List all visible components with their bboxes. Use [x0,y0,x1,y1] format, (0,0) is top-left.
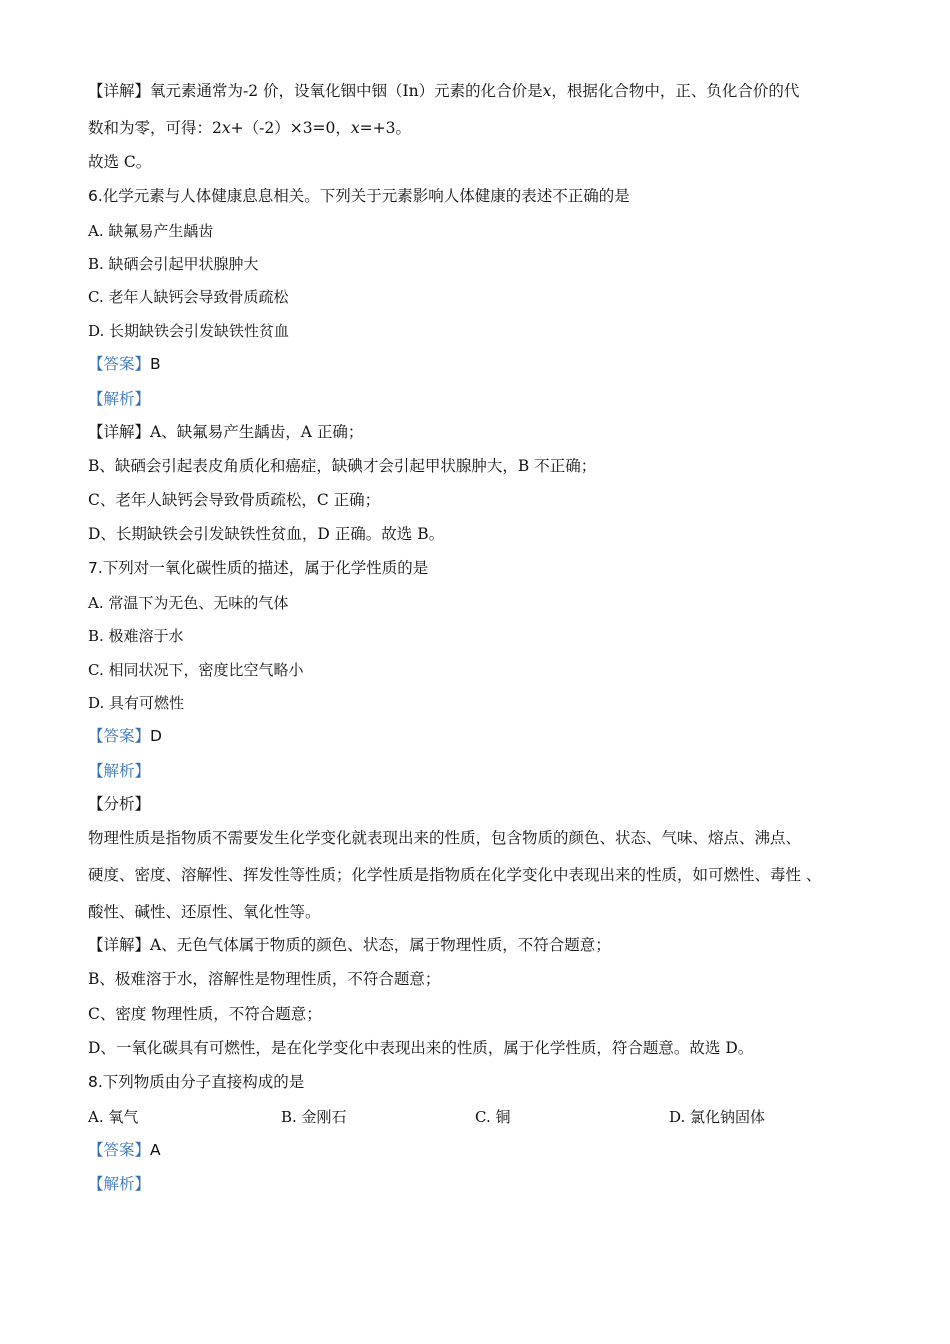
q6-detail-line: B、缺硒会引起表皮角质化和癌症，缺碘才会引起甲状腺肿大，B 不正确； [88,457,597,475]
variable-x: x [221,119,231,137]
q8-option-b: B. 金刚石 [281,1108,347,1126]
intro-detail-line-1 [88,81,799,101]
variable-x: x [350,119,360,137]
equation-text: =+3。 [359,119,412,137]
q7-fenxi-label: 【分析】 [88,795,151,813]
q7-fenxi-line: 酸性、碱性、还原性、氧化性等。 [88,903,321,921]
question-8-stem [88,1072,304,1092]
question-7-stem [88,558,428,578]
question-text: 下列物质由分子直接构成的是 [102,1073,305,1091]
q7-detail-line: D、一氧化碳具有可燃性，是在化学变化中表现出来的性质，属于化学性质，符合题意。故选 D。 [88,1039,754,1057]
variable-x: x [542,82,552,100]
q8-options-row [88,1107,908,1127]
intro-text: ，根据化合物中，正、负化合价的代 [551,82,800,100]
answer-label: 【答案】 [88,727,151,745]
q6-analysis-label: 【解析】 [88,390,151,408]
answer-label: 【答案】 [88,1141,151,1159]
q8-option-d: D. 氯化钠固体 [669,1108,766,1126]
q7-analysis-label: 【解析】 [88,762,151,780]
q6-detail-line: D、长期缺铁会引发缺铁性贫血，D 正确。故选 B。 [88,525,445,543]
intro-conclusion: 故选 C。 [88,153,152,171]
q7-option-b: B. 极难溶于水 [88,627,184,645]
q7-option-a: A. 常温下为无色、无味的气体 [88,594,289,612]
q6-option-c: C. 老年人缺钙会导致骨质疏松 [88,288,289,306]
q8-option-a: A. 氧气 [88,1108,139,1126]
question-number: 8. [88,1073,103,1091]
q7-answer [88,726,162,746]
q8-analysis-label: 【解析】 [88,1175,151,1193]
question-number: 6. [88,187,103,205]
question-text: 下列对一氧化碳性质的描述，属于化学性质的是 [102,559,429,577]
intro-text: 【详解】氧元素通常为-2 价，设氧化铟中铟（In）元素的化合价是 [88,82,543,100]
answer-label: 【答案】 [88,355,151,373]
question-number: 7. [88,559,103,577]
q8-option-c: C. 铜 [475,1108,511,1126]
q8-answer [88,1140,161,1160]
q7-fenxi-line: 硬度、密度、溶解性、挥发性等性质；化学性质是指物质在化学变化中表现出来的性质，如可燃性、毒性 、 [88,866,822,884]
answer-value: B [150,355,161,373]
q6-answer [88,354,161,374]
equation-text: +（-2）×3=0， [230,119,351,137]
answer-value: D [150,727,162,745]
question-text: 化学元素与人体健康息息相关。下列关于元素影响人体健康的表述不正确的是 [102,187,630,205]
q6-option-a: A. 缺氟易产生龋齿 [88,222,214,240]
answer-value: A [150,1141,161,1159]
q6-detail-line: 【详解】A、缺氟易产生龋齿，A 正确； [88,423,364,441]
question-6-stem [88,186,630,206]
equation-text: 数和为零，可得：2 [88,119,222,137]
q6-option-b: B. 缺硒会引起甲状腺肿大 [88,255,259,273]
q7-detail-line: B、极难溶于水，溶解性是物理性质，不符合题意； [88,970,441,988]
q6-detail-line: C、老年人缺钙会导致骨质疏松，C 正确； [88,491,381,509]
q7-fenxi-line: 物理性质是指物质不需要发生化学变化就表现出来的性质，包含物质的颜色、状态、气味、熔点、沸点、 [88,829,802,847]
q7-detail-line: 【详解】A、无色气体属于物质的颜色、状态，属于物理性质，不符合题意； [88,936,611,954]
intro-detail-line-2 [88,118,411,138]
q6-option-d: D. 长期缺铁会引发缺铁性贫血 [88,322,290,340]
q7-detail-line: C、密度 物理性质，不符合题意； [88,1005,322,1023]
q7-option-d: D. 具有可燃性 [88,694,185,712]
q7-option-c: C. 相同状况下，密度比空气略小 [88,661,304,679]
